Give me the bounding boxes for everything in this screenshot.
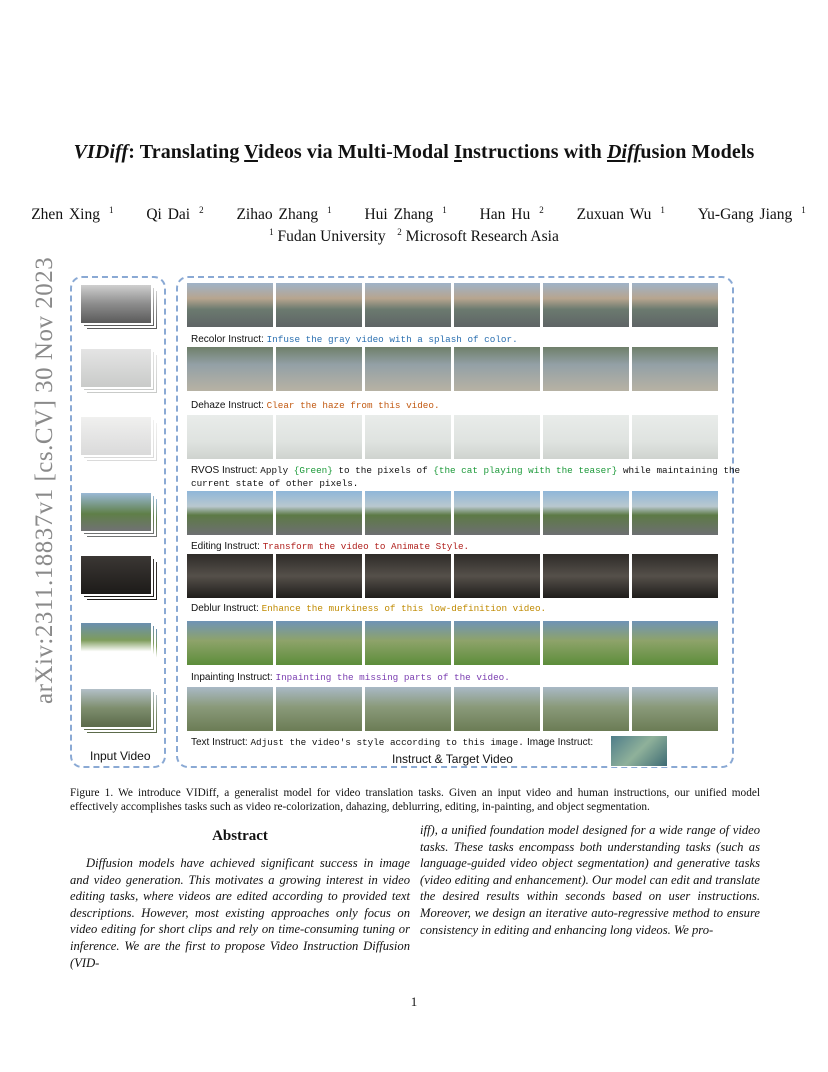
author: Zuxuan Wu $^1$ (576, 205, 665, 224)
author: Yu-Gang Jiang $^1$ (697, 205, 806, 224)
input-video-frame (80, 492, 152, 532)
target-video-frame (631, 346, 719, 392)
author-list (0, 205, 828, 224)
abstract-column-1: Diffusion models have achieved significant success in image and video generation. This motivates a growing interest in video editing tasks, where videos are edited according to provided text descriptions. However, most existing approaches only focus on video editing for short clips and rely on time-consuming tuning or inference. We are the first to propose Video Instruction Diffusion (VID- (70, 856, 410, 970)
target-video-frame (542, 686, 630, 732)
abstract-heading: Abstract (212, 828, 268, 844)
target-video-frame (453, 282, 541, 328)
input-video-frame (80, 348, 152, 388)
target-video-frame (364, 553, 452, 599)
target-video-frame (453, 553, 541, 599)
input-video-frame (80, 622, 152, 662)
target-video-frame (453, 414, 541, 460)
target-video-frame (364, 620, 452, 666)
target-video-frame (275, 490, 363, 536)
target-video-frame (542, 282, 630, 328)
target-video-frame (364, 490, 452, 536)
target-video-frame (542, 414, 630, 460)
target-video-frame (364, 686, 452, 732)
target-video-frame (631, 282, 719, 328)
target-video-frame (453, 686, 541, 732)
target-video-frame (631, 553, 719, 599)
arxiv-identifier: arXiv:2311.18837v1 [cs.CV] 30 Nov 2023 (31, 256, 58, 704)
target-video-frame (275, 346, 363, 392)
author: Zhen Xing $^1$ (31, 205, 114, 224)
paper-title: VIDiff: Translating Videos via Multi-Modal Instructions with Diffusion Models (73, 141, 755, 163)
abstract-column-2: iff), a unified foundation model designed for a wide range of video tasks. These tasks encompass both understanding tasks (such as language-guided video object segmentation) and generative tasks (video editing and enhancement). Our model can edit and translate the desired results within seconds based on user instructions. Moreover, we design an iterative auto-regressive method to ensure consistency in editing and enhancing long videos. We pro- (420, 823, 760, 937)
target-video-frame (631, 620, 719, 666)
target-video-frame (631, 490, 719, 536)
image-instruction-label: Image Instruct: (527, 737, 594, 748)
target-video-frame (453, 490, 541, 536)
page-number: 1 (410, 994, 418, 1009)
target-video-frame (542, 553, 630, 599)
dehaze-instruction: Dehaze Instruct: Clear the haze from this video. (191, 400, 440, 411)
input-video-label: Input Video (90, 749, 151, 763)
input-video-frame (80, 416, 152, 456)
target-video-frame (542, 620, 630, 666)
target-video-frame (631, 414, 719, 460)
target-video-frame (186, 346, 274, 392)
target-video-frame (186, 553, 274, 599)
target-video-frame (453, 346, 541, 392)
target-video-frame (275, 553, 363, 599)
author: Qi Dai $^2$ (146, 205, 204, 224)
target-video-label: Instruct & Target Video (392, 752, 513, 766)
target-video-frame (542, 490, 630, 536)
target-video-frame (275, 620, 363, 666)
deblur-instruction: Deblur Instruct: Enhance the murkiness of this low-definition video. (191, 603, 547, 614)
text-instruction: Text Instruct: Adjust the video's style according to this image. (191, 737, 524, 748)
target-video-frame (275, 282, 363, 328)
author: Han Hu $^2$ (479, 205, 544, 224)
author: Hui Zhang $^1$ (364, 205, 447, 224)
target-video-frame (275, 414, 363, 460)
affiliations: $^1$ Fudan University $^2$ Microsoft Research Asia (269, 227, 559, 246)
input-video-frame (80, 284, 152, 324)
rvos-instruction: RVOS Instruct: Apply {Green} to the pixels of {the cat playing with the teaser} while maintaining the current state of other pixels. (191, 465, 741, 489)
target-video-frame (186, 414, 274, 460)
input-video-frame (80, 688, 152, 728)
inpainting-instruction: Inpainting Instruct: Inpainting the missing parts of the video. (191, 672, 510, 683)
image-instruction-thumbnail (610, 735, 668, 767)
figure-caption: Figure 1. We introduce VIDiff, a generalist model for video translation tasks. Given an input video and human instructions, our unified model effectively accomplishes tasks such as video re-colorization, dahazing, deblurring, editing, in-painting, and object segmentation. (70, 787, 760, 813)
target-video-frame (186, 282, 274, 328)
target-video-frame (275, 686, 363, 732)
target-video-frame (453, 620, 541, 666)
recolor-instruction: Recolor Instruct: Infuse the gray video with a splash of color. (191, 334, 518, 345)
input-video-frame (80, 555, 152, 595)
target-video-frame (364, 282, 452, 328)
target-video-frame (542, 346, 630, 392)
editing-instruction: Editing Instruct: Transform the video to Animate Style. (191, 541, 470, 552)
target-video-frame (186, 620, 274, 666)
target-video-frame (364, 414, 452, 460)
target-video-frame (186, 686, 274, 732)
author: Zihao Zhang $^1$ (236, 205, 332, 224)
target-video-frame (186, 490, 274, 536)
target-video-frame (364, 346, 452, 392)
target-video-frame (631, 686, 719, 732)
